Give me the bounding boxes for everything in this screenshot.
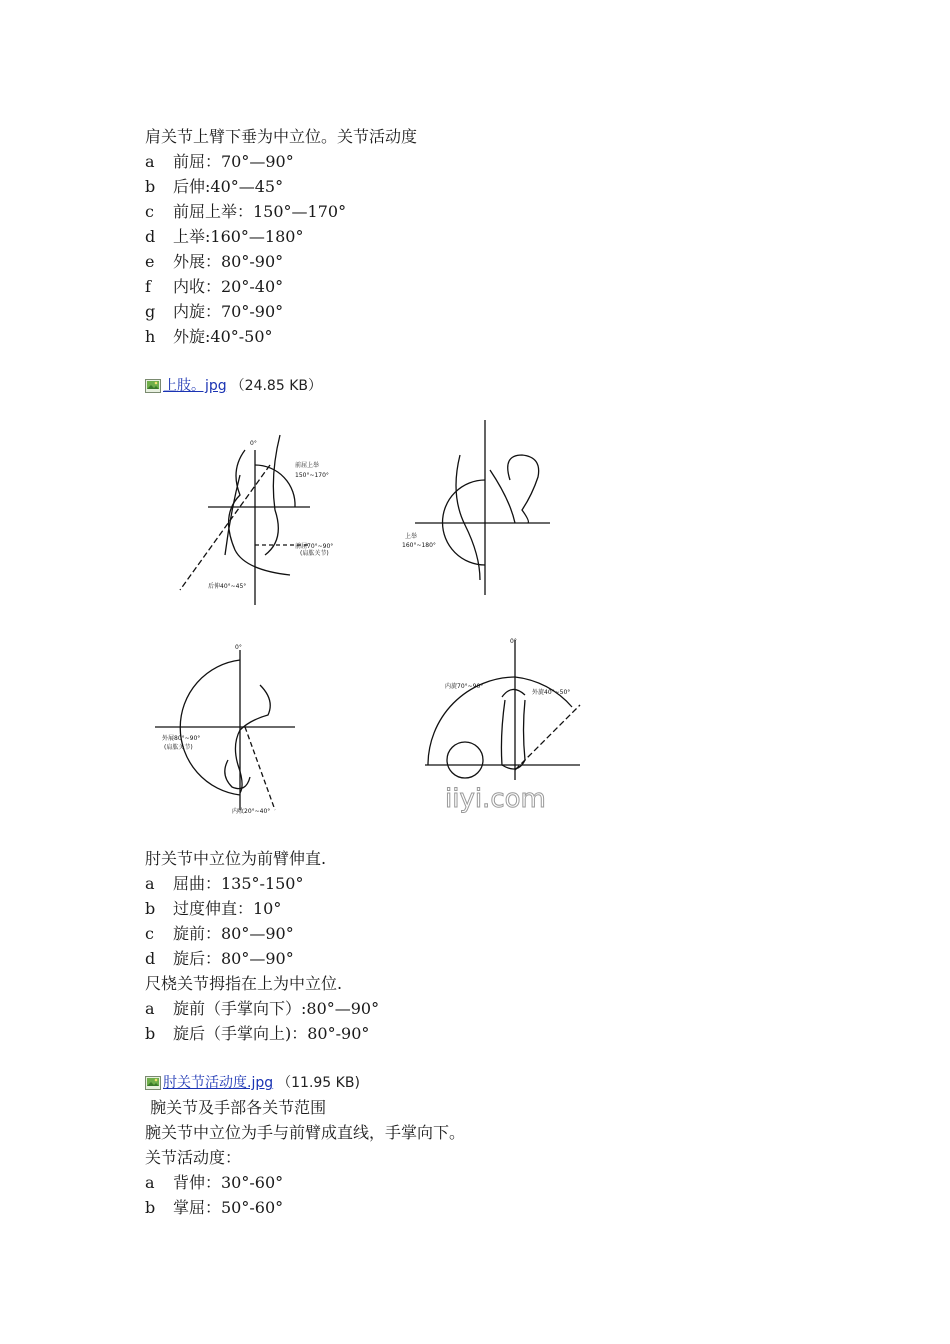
item-text: 内收：20°-40° <box>173 277 284 296</box>
figure-svg <box>150 415 590 825</box>
wrist-item-a <box>145 1173 283 1193</box>
fig-label-zero: 0° <box>250 440 257 447</box>
item-text: 外旋:40°-50° <box>173 327 273 346</box>
item-label: f <box>145 277 151 296</box>
head-outline <box>447 742 483 778</box>
fig-label-abduction-note: (肩肱关节) <box>164 744 193 751</box>
shoulder-item-f <box>145 277 283 297</box>
fig-label-adduction: 内收20°~40° <box>232 808 271 815</box>
fig-label-flexion: 前屈70°~90° <box>295 543 334 550</box>
fig-label-internal-rotation: 内旋70°~90° <box>445 683 484 690</box>
fig-label-raise: 上举 <box>405 533 418 540</box>
item-text: 前屈：70°—90° <box>173 152 294 171</box>
arm-outline <box>490 470 515 523</box>
item-text: 前屈上举：150°—170° <box>173 202 347 221</box>
wrist-range-title: 关节活动度： <box>145 1148 242 1167</box>
shoulder-item-a <box>145 152 294 172</box>
fig-label-abduction: 外展80°~90° <box>162 735 201 742</box>
shoulder-item-e <box>145 252 283 272</box>
radioulnar-item-a <box>145 999 379 1019</box>
attachment-link[interactable]: 肘关节活动度.jpg <box>163 1075 274 1091</box>
elbow-item-b <box>145 899 281 919</box>
fig-label-forward-raise: 前屈上举 <box>295 462 320 469</box>
item-label: b <box>145 1024 156 1043</box>
item-label: d <box>145 949 156 968</box>
item-label: d <box>145 227 156 246</box>
image-file-icon <box>145 1076 161 1090</box>
fig-label-external-rotation: 外旋40°~50° <box>532 689 571 696</box>
item-label: b <box>145 899 156 918</box>
item-label: g <box>145 302 156 321</box>
item-label: a <box>145 152 155 171</box>
item-label: b <box>145 1198 156 1217</box>
shoulder-item-h <box>145 327 273 347</box>
radioulnar-item-b <box>145 1024 369 1044</box>
wrist-intro: 腕关节中立位为手与前臂成直线，手掌向下。 <box>145 1123 466 1142</box>
elbow-item-c <box>145 924 294 944</box>
fig-label-forward-raise-range: 150°~170° <box>295 472 329 479</box>
hand-outline <box>502 689 525 697</box>
shoulder-item-c <box>145 202 346 222</box>
item-label: a <box>145 874 155 893</box>
item-text: 外展：80°-90° <box>173 252 284 271</box>
elbow-item-d <box>145 949 294 969</box>
item-text: 内旋：70°-90° <box>173 302 284 321</box>
attachment-link[interactable]: 上肢。jpg <box>163 378 227 394</box>
item-text: 上举:160°—180° <box>173 227 304 246</box>
arm-outline <box>501 700 525 769</box>
range-arc <box>255 465 295 507</box>
item-text: 旋后（手掌向上)：80°-90° <box>173 1024 370 1043</box>
item-text: 掌屈：50°-60° <box>173 1198 284 1217</box>
watermark: iiyi.com <box>445 784 546 814</box>
item-text: 旋后：80°—90° <box>173 949 294 968</box>
arm-outline <box>229 450 290 575</box>
radioulnar-intro: 尺桡关节拇指在上为中立位. <box>145 974 343 993</box>
elbow-item-a <box>145 874 304 894</box>
attachment-size: （24.85 KB） <box>230 378 322 394</box>
shoulder-item-d <box>145 227 303 247</box>
wrist-item-b <box>145 1198 283 1218</box>
attachment-shoulder <box>145 377 322 395</box>
shoulder-intro: 肩关节上臂下垂为中立位。关节活动度 <box>145 127 418 146</box>
item-text: 旋前（手掌向下）:80°—90° <box>173 999 380 1018</box>
shoulder-range-figure <box>150 415 590 825</box>
item-label: c <box>145 202 154 221</box>
attachment-size: （11.95 KB) <box>277 1075 360 1091</box>
item-text: 后伸:40°—45° <box>173 177 284 196</box>
fig-label-extension: 后伸40°~45° <box>208 583 247 590</box>
item-text: 屈曲：135°-150° <box>173 874 304 893</box>
item-text: 过度伸直：10° <box>173 899 282 918</box>
fig-label-zero: 0° <box>235 644 242 651</box>
item-label: a <box>145 999 155 1018</box>
item-label: e <box>145 252 155 271</box>
image-file-icon <box>145 379 161 393</box>
item-label: b <box>145 177 156 196</box>
item-label: a <box>145 1173 155 1192</box>
shoulder-item-g <box>145 302 283 322</box>
axis-line <box>245 727 275 810</box>
item-label: c <box>145 924 154 943</box>
axis-line <box>180 465 270 590</box>
arm-outline <box>265 435 280 555</box>
attachment-elbow <box>145 1074 360 1092</box>
wrist-title: 腕关节及手部各关节范围 <box>145 1098 327 1117</box>
fig-label-flexion-note: (肩肱关节) <box>300 550 329 557</box>
item-text: 旋前：80°—90° <box>173 924 294 943</box>
item-label: h <box>145 327 156 346</box>
fig-label-zero: 0° <box>510 638 517 645</box>
elbow-intro: 肘关节中立位为前臂伸直. <box>145 849 327 868</box>
fig-label-raise-range: 160°~180° <box>402 542 436 549</box>
shoulder-item-b <box>145 177 283 197</box>
item-text: 背伸：30°-60° <box>173 1173 284 1192</box>
